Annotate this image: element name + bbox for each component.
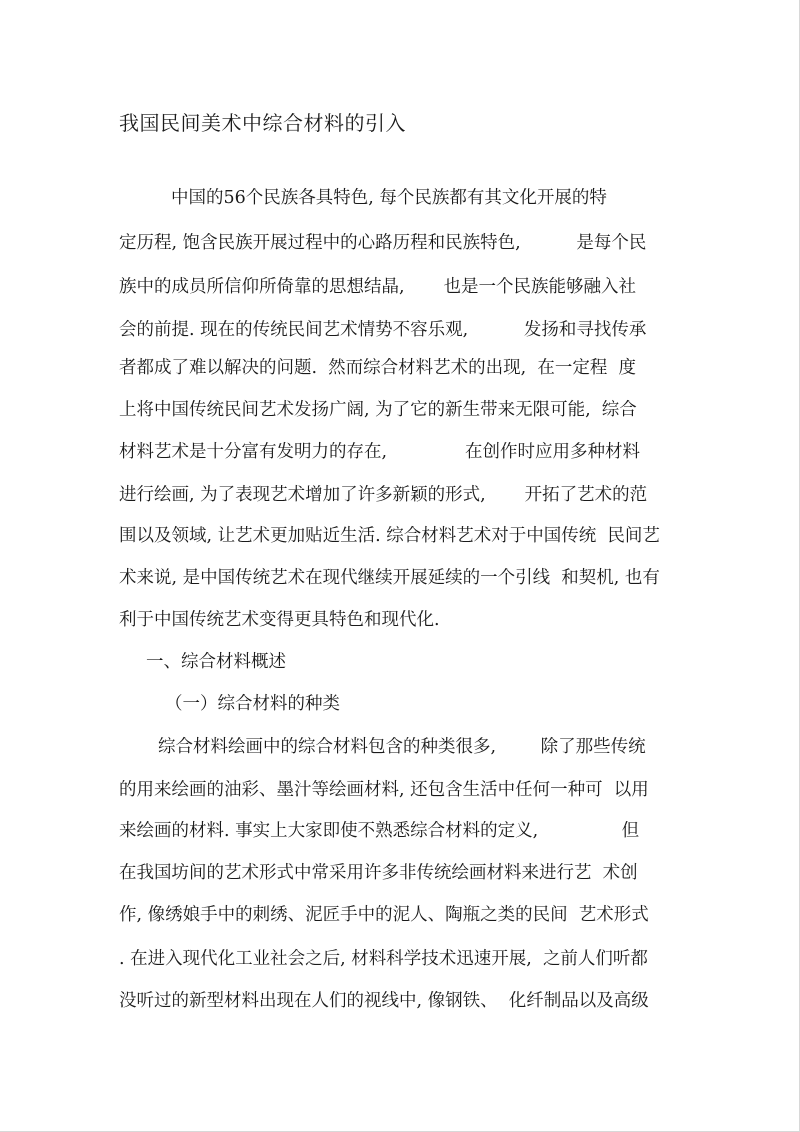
document-title: 我国民间美术中综合材料的引入: [119, 111, 406, 135]
paragraph-line: . 在进入现代化工业社会之后, 材料科学技术迅速开展, 之前人们听都: [119, 949, 648, 969]
paragraph-line: 上将中国传统民间艺术发扬广阔, 为了它的新生带来无限可能, 综合: [119, 400, 637, 420]
paragraph-line: 综合材料绘画中的综合材料包含的种类很多, 除了那些传统: [158, 737, 646, 757]
paragraph-line: 利于中国传统艺术变得更具特色和现代化.: [119, 610, 440, 630]
paragraph-line: 会的前提. 现在的传统民间艺术情势不容乐观, 发扬和寻找传承: [119, 320, 647, 340]
paragraph-line: 在我国坊间的艺术形式中常采用许多非传统绘画材料来进行艺 术创: [119, 863, 638, 883]
paragraph-line: 的用来绘画的油彩、墨汁等绘画材料, 还包含生活中任何一种可 以用: [119, 780, 649, 800]
section-heading: 一、综合材料概述: [146, 652, 286, 672]
paragraph-line: 进行绘画, 为了表现艺术增加了许多新颖的形式, 开拓了艺术的范: [119, 485, 648, 505]
subsection-heading: （一）综合材料的种类: [165, 694, 340, 714]
paragraph-line: 来绘画的材料. 事实上大家即使不熟悉综合材料的定义, 但: [119, 821, 640, 841]
paragraph-line: 定历程, 饱含民族开展过程中的心路历程和民族特色, 是每个民: [119, 233, 647, 253]
paragraph-line: 术来说, 是中国传统艺术在现代继续开展延续的一个引线 和契机, 也有: [119, 568, 660, 588]
paragraph-line: 作, 像绣娘手中的刺绣、泥匠手中的泥人、陶瓶之类的民间 艺术形式: [119, 905, 649, 925]
paragraph-line: 材料艺术是十分富有发明力的存在, 在创作时应用多种材料: [119, 442, 640, 462]
paragraph-line: 中国的56个民族各具特色, 每个民族都有其文化开展的特: [171, 188, 607, 208]
paragraph-line: 者都成了难以解决的问题. 然而综合材料艺术的出现, 在一定程 度: [119, 358, 636, 378]
paragraph-line: 族中的成员所信仰所倚靠的思想结晶, 也是一个民族能够融入社: [119, 277, 636, 297]
paragraph-line: 没听过的新型材料出现在人们的视线中, 像钢铁、 化纤制品以及高级: [119, 991, 649, 1011]
paragraph-line: 围以及领域, 让艺术更加贴近生活. 综合材料艺术对于中国传统 民间艺: [119, 526, 660, 546]
